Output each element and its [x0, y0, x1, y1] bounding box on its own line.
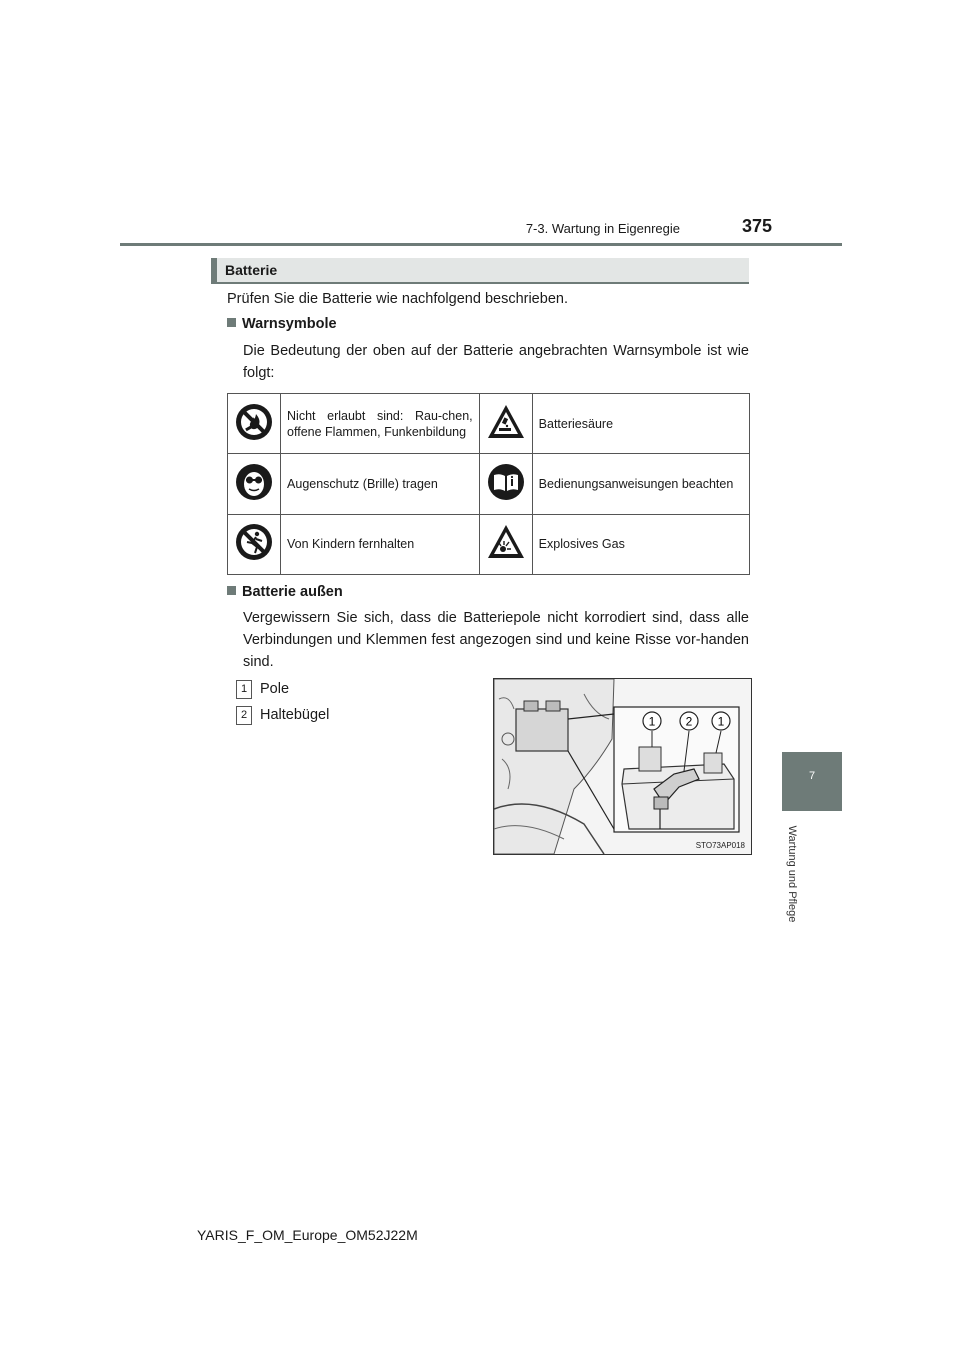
table-row: [228, 514, 750, 574]
callout-number: 1: [648, 714, 656, 729]
bullet-square-icon: [227, 318, 236, 327]
icon-cell: [228, 514, 281, 574]
legend-item: [236, 706, 329, 725]
legend-number: 2: [236, 706, 252, 725]
warnsymbole-text: Die Bedeutung der oben auf der Batterie angebrachten Warnsymbole ist wie folgt:: [243, 343, 749, 381]
acid-warning-icon: [486, 402, 526, 442]
warning-text: Bedienungsanweisungen beachten: [532, 454, 749, 514]
legend-label: Pole: [260, 681, 290, 698]
table-row: [228, 454, 750, 514]
page-number: 375: [742, 216, 773, 236]
warning-text: Batteriesäure: [532, 394, 749, 454]
icon-cell: [228, 394, 281, 454]
icon-cell: [479, 394, 532, 454]
battery-illustration: [493, 678, 752, 855]
keep-away-children-icon: [234, 522, 274, 562]
section-bar: [211, 258, 749, 284]
icon-cell: [479, 514, 532, 574]
icon-cell: [228, 454, 281, 514]
no-fire-icon: [234, 402, 274, 442]
manual-icon: [486, 462, 526, 502]
warning-text: Nicht erlaubt sind: Rau-chen, offene Flammen, Funkenbildung: [281, 394, 480, 454]
table-row: [228, 394, 750, 454]
intro-text: Prüfen Sie die Batterie wie nachfolgend beschrieben.: [227, 291, 568, 307]
legend-item: [236, 680, 289, 699]
callout-number: 1: [717, 714, 725, 729]
batterie-aussen-text: Vergewissern Sie sich, dass die Batteriepole nicht korrodiert sind, dass alle Verbindungen und Klemmen fest angezogen sind und keine Risse vor-handen sind.: [243, 610, 749, 670]
section-title: 7-3. Wartung in Eigenregie: [525, 221, 680, 236]
eye-protection-icon: [234, 462, 274, 502]
engine-bay-drawing: [494, 679, 751, 854]
icon-cell: [479, 454, 532, 514]
chapter-number: 7: [808, 770, 816, 782]
header-rule: [120, 243, 842, 246]
warning-symbols-table: [227, 393, 750, 575]
bullet-square-icon: [227, 586, 236, 595]
subheading-text: Batterie außen: [242, 584, 343, 600]
section-bar-accent: [211, 258, 217, 284]
callout-number: 2: [685, 714, 693, 729]
chapter-label: Wartung und Pflege: [786, 825, 798, 923]
subheading-text: Warnsymbole: [242, 316, 337, 332]
warning-text: Augenschutz (Brille) tragen: [281, 454, 480, 514]
legend-number: 1: [236, 680, 252, 699]
footer-document-id: YARIS_F_OM_Europe_OM52J22M: [197, 1227, 418, 1243]
warning-text: Explosives Gas: [532, 514, 749, 574]
figure-code: STO73AP018: [695, 841, 745, 850]
legend-label: Haltebügel: [260, 707, 330, 724]
warning-text: Von Kindern fernhalten: [281, 514, 480, 574]
subheading-warnsymbole: [227, 316, 337, 332]
explosive-gas-icon: [486, 522, 526, 562]
section-heading: Batterie: [225, 262, 278, 278]
subheading-batterie-aussen: [227, 584, 343, 600]
